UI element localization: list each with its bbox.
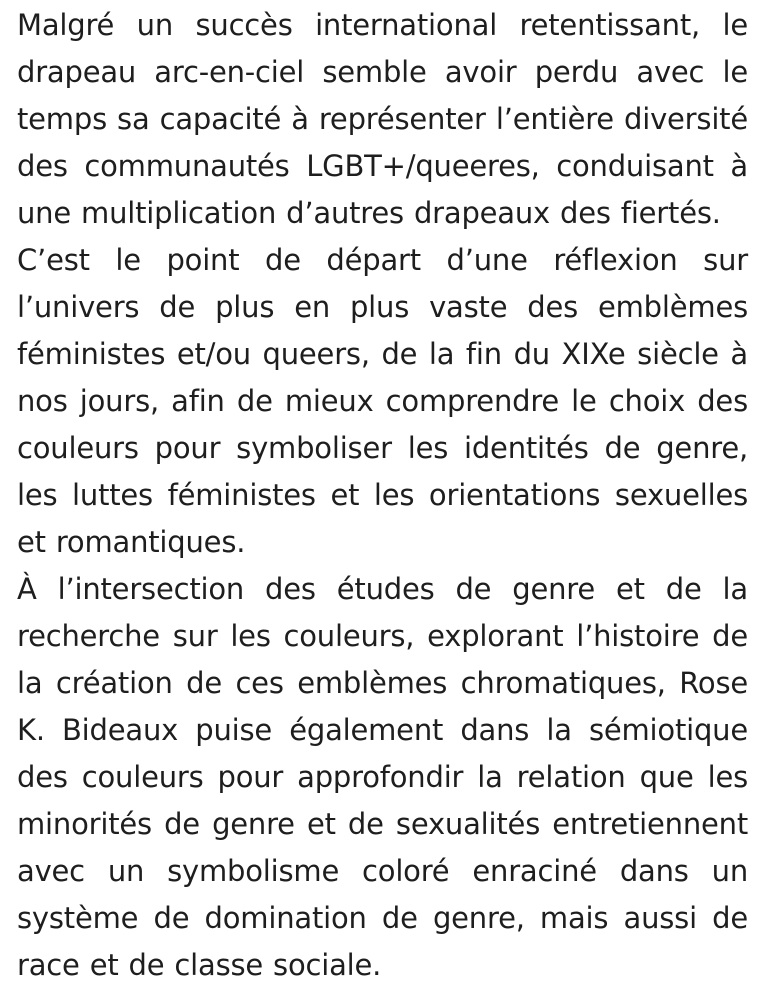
paragraph-2: C’est le point de départ d’une réflexion sur l’univers de plus en plus vaste des emblèmes féministes et/ou queers, de la fin du XIXe siècle à nos jours, afin de mieux comprendre le choix des couleurs pour symboliser les identités de genre, les luttes féministes et les orientations sexuelles et romantiques. [17, 243, 748, 559]
paragraph-1: Malgré un succès international retentissant, le drapeau arc-en-ciel semble avoir perdu avec le temps sa capacité à représenter l’entière diversité des communautés LGBT+/queeres, conduisant à une multiplication d’autres drapeaux des fiertés. [17, 8, 748, 230]
paragraph-3: À l’intersection des études de genre et de la recherche sur les couleurs, explorant l’histoire de la création de ces emblèmes chromatiques, Rose K. Bideaux puise également dans la sémiotique des couleurs pour approfondir la relation que les minorités de genre et de sexualités entretiennent avec un symbolisme coloré enraciné dans un système de domination de genre, mais aussi de race et de classe sociale. [17, 572, 748, 982]
